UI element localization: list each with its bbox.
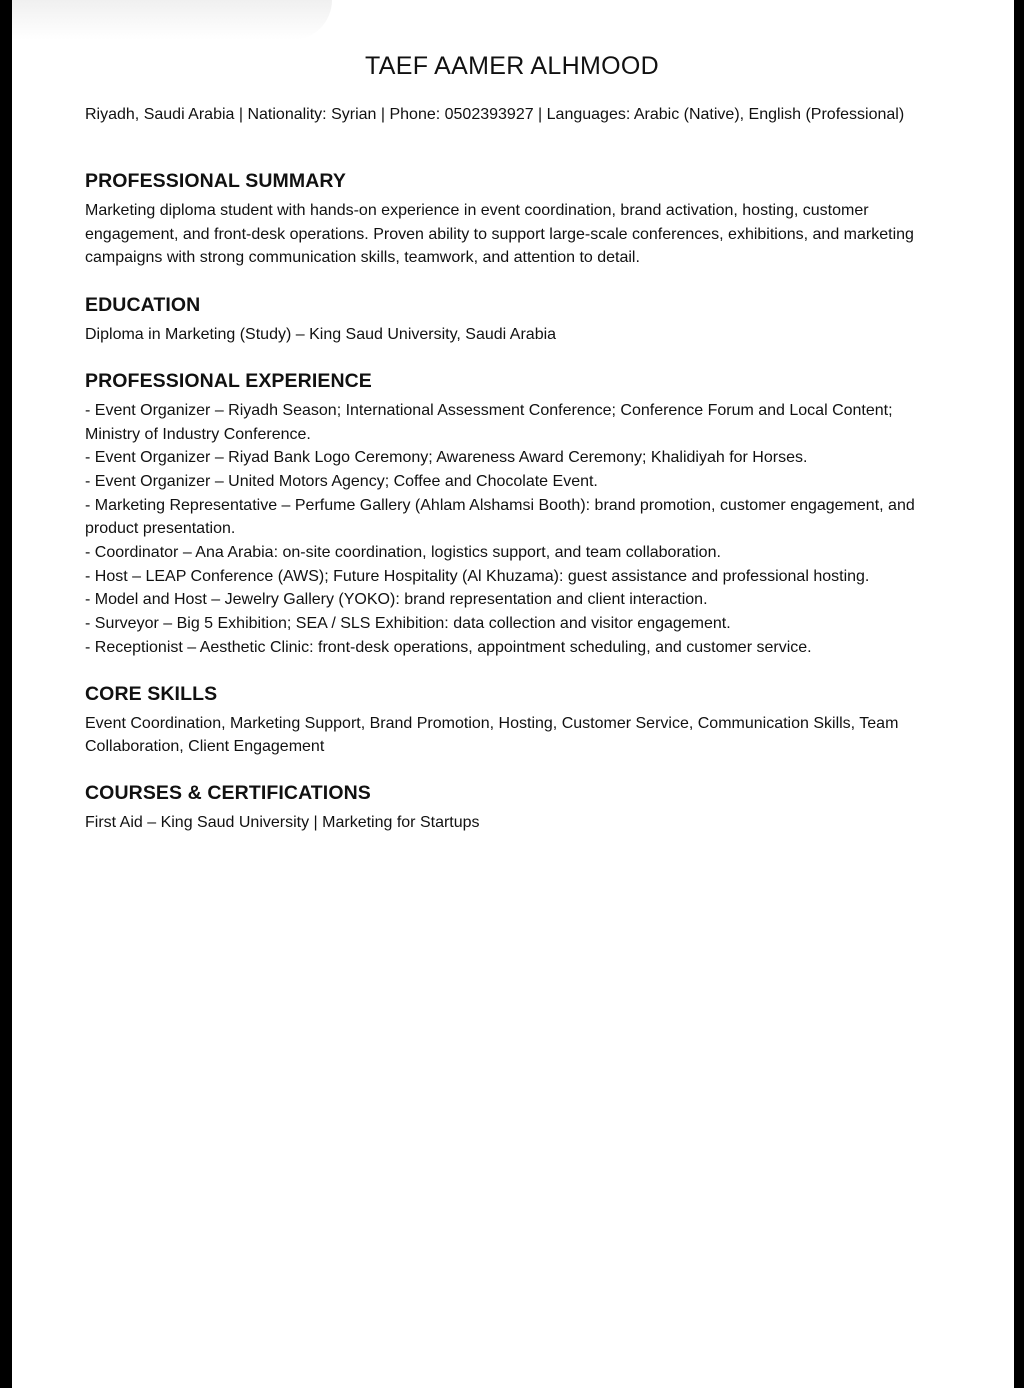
experience-item: - Host – LEAP Conference (AWS); Future Hospitality (Al Khuzama): guest assistance and professional hosting. <box>85 567 870 585</box>
experience-item: - Coordinator – Ana Arabia: on-site coordination, logistics support, and team collaboration. <box>85 544 721 562</box>
experience-item: - Marketing Representative – Perfume Gallery (Ahlam Alshamsi Booth): brand promotion, customer engagement, and product presentation. <box>85 496 915 538</box>
skills-text: Event Coordination, Marketing Support, Brand Promotion, Hosting, Customer Service, Communication Skills, Team Collaboration, Client Engagement <box>85 714 899 756</box>
courses-text: First Aid – King Saud University | Marketing for Startups <box>85 813 480 831</box>
experience-heading: PROFESSIONAL EXPERIENCE <box>85 369 372 392</box>
education-heading: EDUCATION <box>85 294 201 317</box>
courses-heading: COURSES & CERTIFICATIONS <box>85 781 371 804</box>
skills-section <box>85 682 945 759</box>
summary-text: Marketing diploma student with hands-on experience in event coordination, brand activation, hosting, customer engagement, and front-desk operations. Proven ability to support large-scale conferences, exhibitions, and marketing campaigns with strong communication skills, teamwork, and attention to detail. <box>85 202 914 267</box>
summary-heading: PROFESSIONAL SUMMARY <box>85 170 346 192</box>
page-corner-shadow <box>12 0 332 40</box>
experience-item: - Event Organizer – United Motors Agency; Coffee and Chocolate Event. <box>85 472 598 490</box>
courses-section <box>85 781 945 835</box>
skills-heading: CORE SKILLS <box>85 682 218 705</box>
education-text: Diploma in Marketing (Study) – King Saud University, Saudi Arabia <box>85 326 557 344</box>
resume-content <box>85 103 945 835</box>
education-section <box>85 293 945 347</box>
experience-item: - Event Organizer – Riyadh Season; International Assessment Conference; Conference Forum and Local Content; Ministry of Industry Conference. <box>85 401 893 443</box>
experience-list <box>85 399 945 660</box>
experience-item: - Receptionist – Aesthetic Clinic: front-desk operations, appointment scheduling, and customer service. <box>85 638 812 656</box>
experience-item: - Surveyor – Big 5 Exhibition; SEA / SLS Exhibition: data collection and visitor engagement. <box>85 615 731 633</box>
experience-item: - Model and Host – Jewelry Gallery (YOKO): brand representation and client interaction. <box>85 591 708 609</box>
experience-section <box>85 369 945 660</box>
resume-page <box>12 0 1014 1388</box>
summary-section <box>85 169 945 270</box>
contact-line: Riyadh, Saudi Arabia | Nationality: Syrian | Phone: 0502393927 | Languages: Arabic (Native), English (Professional) <box>85 106 905 123</box>
experience-item: - Event Organizer – Riyad Bank Logo Ceremony; Awareness Award Ceremony; Khalidiyah for Horses. <box>85 449 808 467</box>
resume-name: TAEF AAMER ALHMOOD <box>365 52 659 80</box>
